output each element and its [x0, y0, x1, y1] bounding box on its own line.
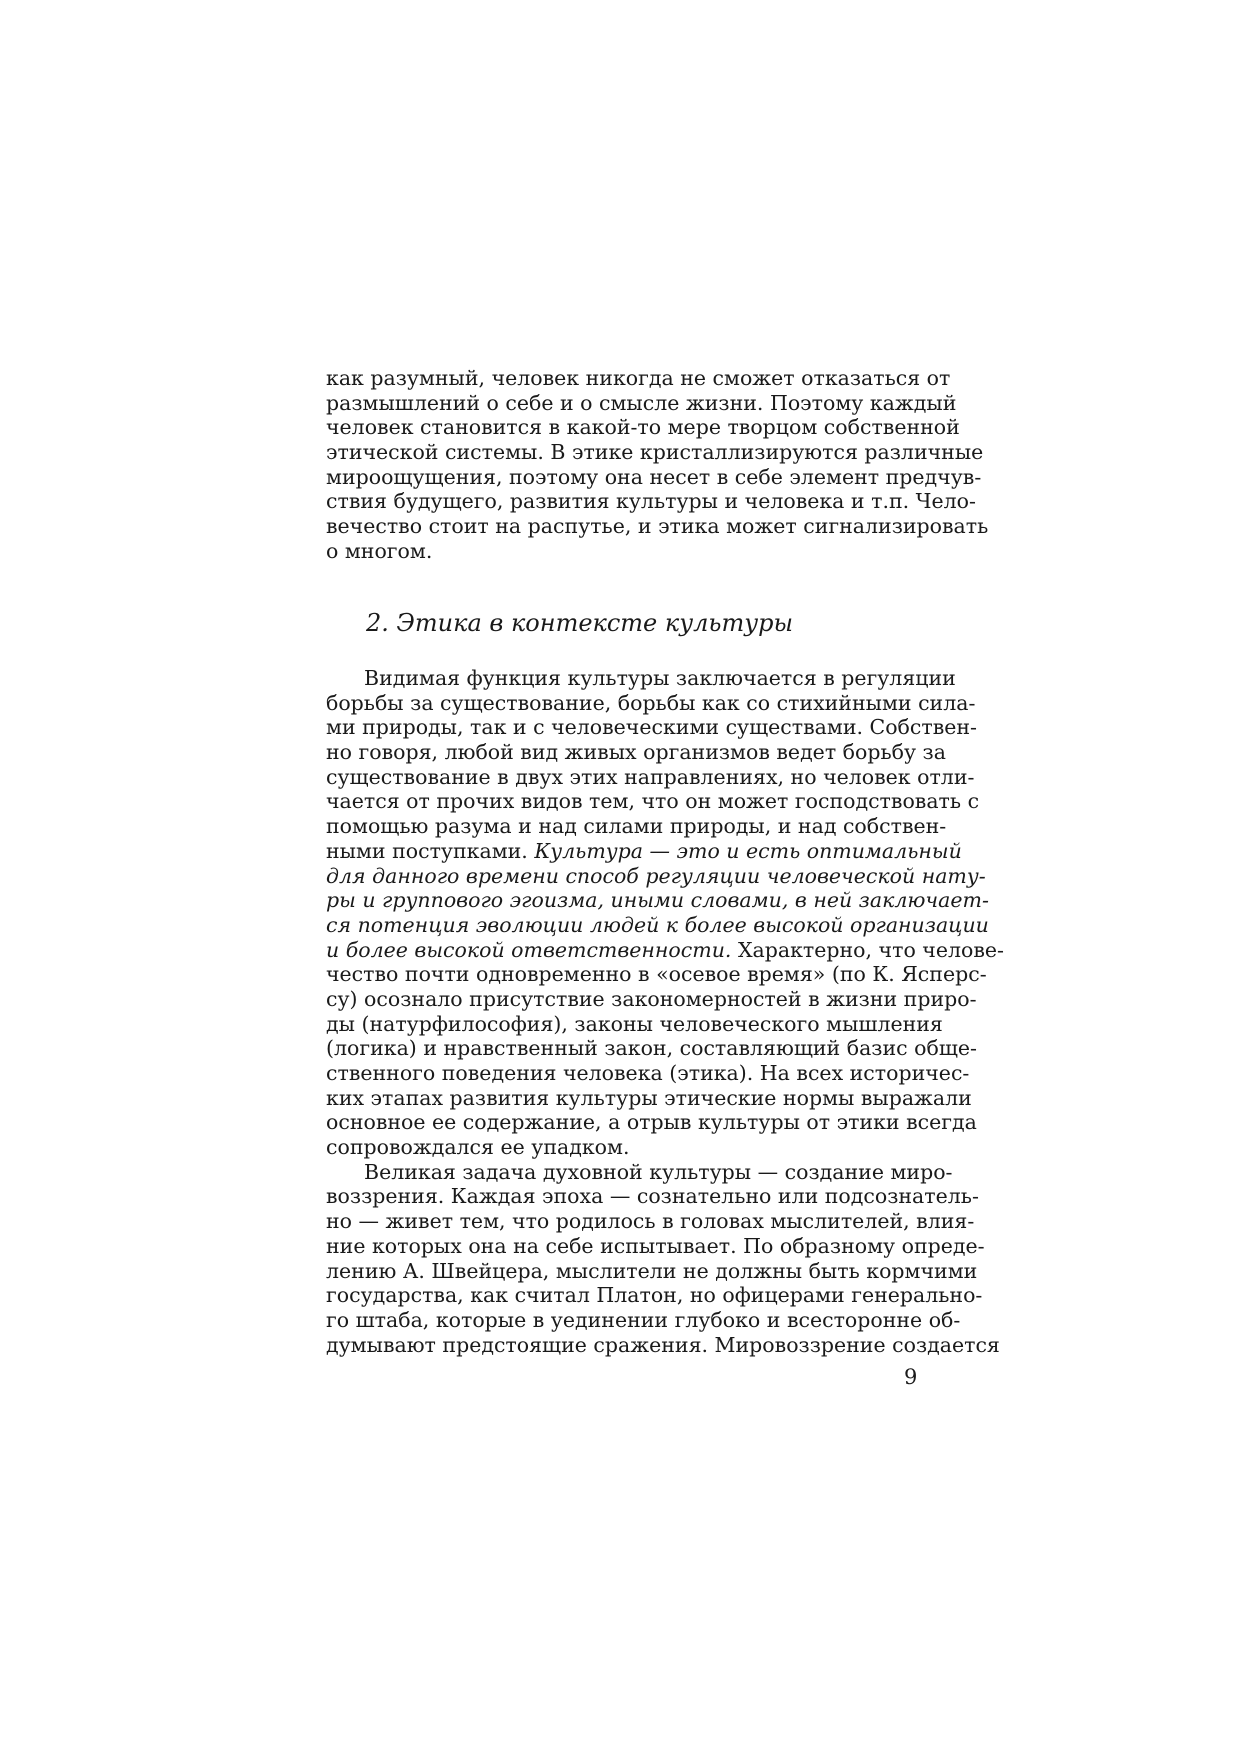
- text-line: сопровождался ее упадком.: [326, 1135, 630, 1160]
- text-line: ды (натурфилософия), законы человеческого мышления: [326, 1011, 943, 1036]
- italic-emphasis: Культура — это и есть оптимальный: [534, 838, 962, 863]
- plain-text: Характерно, что челове-: [731, 937, 1004, 962]
- text-line: су) осознало присутствие закономерностей в жизни приро-: [326, 986, 977, 1011]
- text-line: размышлений о себе и о смысле жизни. Поэтому каждый: [326, 390, 957, 415]
- text-line: мироощущения, поэтому она несет в себе элемент предчув-: [326, 464, 982, 489]
- text-line: но — живет тем, что родилось в головах мыслителей, влия-: [326, 1209, 975, 1234]
- text-line: этической системы. В этике кристаллизируются различные: [326, 440, 984, 465]
- text-line: го штаба, которые в уединении глубоко и всесторонне об-: [326, 1307, 961, 1332]
- text-line: лению А. Швейцера, мыслители не должны быть кормчими: [326, 1258, 978, 1283]
- text-line: ние которых она на себе испытывает. По образному опреде-: [326, 1233, 985, 1258]
- text-line: [326, 937, 1004, 963]
- page-number: 9: [904, 1365, 918, 1389]
- text-line: чается от прочих видов тем, что он может господствовать с: [326, 789, 980, 814]
- italic-text-line: ры и группового эгоизма, иными словами, в ней заключает-: [326, 888, 989, 913]
- text-line: ствия будущего, развития культуры и человека и т.п. Чело-: [326, 489, 976, 514]
- text-line: Видимая функция культуры заключается в регуляции: [364, 666, 956, 690]
- text-line: вечество стоит на распутье, и этика может сигнализировать: [326, 514, 989, 539]
- italic-text-line: ся потенция эволюции людей к более высокой организации: [326, 912, 989, 937]
- italic-emphasis: и более высокой ответственности.: [326, 937, 732, 962]
- text-line: как разумный, человек никогда не сможет отказаться от: [326, 366, 951, 390]
- plain-text: ными поступками.: [326, 838, 535, 863]
- text-line: основное ее содержание, а отрыв культуры от этики всегда: [326, 1110, 977, 1135]
- text-line: чество почти одновременно в «осевое время» (по К. Ясперс-: [326, 962, 987, 987]
- text-line: (логика) и нравственный закон, составляющий базис обще-: [326, 1036, 977, 1061]
- body-text: [326, 666, 1004, 1357]
- text-line: [326, 838, 962, 864]
- italic-text-line: для данного времени способ регуляции человеческой нату-: [326, 863, 986, 888]
- text-line: ственного поведения человека (этика). На всех историчес-: [326, 1061, 970, 1085]
- text-line: о многом.: [326, 538, 433, 563]
- top-paragraph: [326, 366, 989, 564]
- text-line: ми природы, так и с человеческими существами. Собствен-: [326, 715, 977, 740]
- text-line: государства, как считал Платон, но офицерами генерально-: [326, 1283, 983, 1308]
- text-line: ких этапах развития культуры этические нормы выражали: [326, 1085, 972, 1110]
- section-heading: 2. Этика в контексте культуры: [366, 609, 794, 637]
- text-line: существование в двух этих направлениях, но человек отли-: [326, 764, 975, 789]
- text-line: борьбы за существование, борьбы как со стихийными сила-: [326, 690, 976, 715]
- text-line: человек становится в какой-то мере творцом собственной: [326, 415, 960, 440]
- text-line: помощью разума и над силами природы, и над собствен-: [326, 814, 947, 839]
- text-line: но говоря, любой вид живых организмов ведет борьбу за: [326, 740, 946, 765]
- text-line: Великая задача духовной культуры — создание миро-: [364, 1159, 953, 1184]
- text-line: воззрения. Каждая эпоха — сознательно или подсознатель-: [326, 1184, 979, 1209]
- text-line: думывают предстоящие сражения. Мировоззрение создается: [326, 1332, 1000, 1357]
